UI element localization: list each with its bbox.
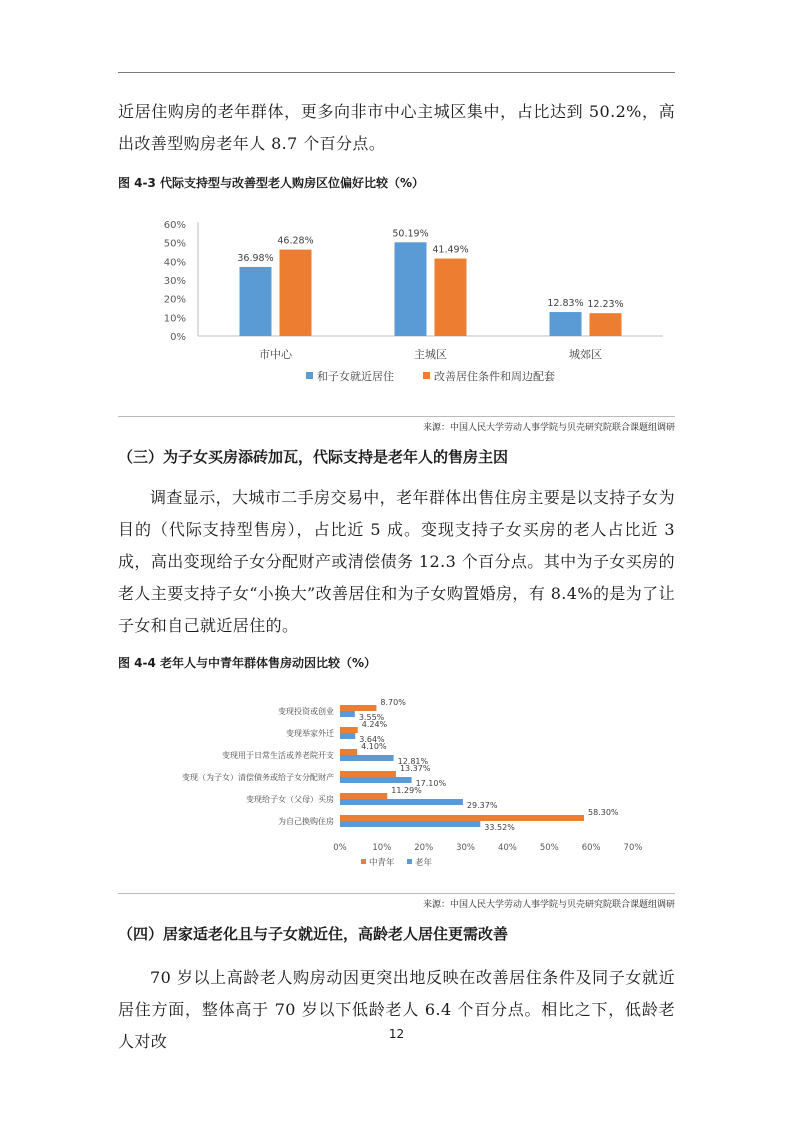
x-tick-label: 40% <box>497 843 517 853</box>
bar-improve-1 <box>435 259 467 336</box>
bar-elderly-0 <box>340 711 355 717</box>
category-label: 变现用于日常生活或养老院开支 <box>222 751 334 760</box>
legend-label: 和子女就近居住 <box>317 370 394 383</box>
category-label: 变现（为子女）清偿债务或给子女分配财产 <box>182 773 334 782</box>
bar-near-children-1 <box>395 242 427 336</box>
header-rule <box>118 72 675 73</box>
data-label: 3.64% <box>359 735 385 744</box>
data-label: 17.10% <box>415 779 447 788</box>
category-label: 变现投资或创业 <box>278 707 334 716</box>
bar-young-4 <box>340 793 387 799</box>
legend-label: 老年 <box>415 858 433 868</box>
legend-label: 改善居住条件和周边配套 <box>434 370 555 383</box>
category-label: 城郊区 <box>569 348 602 361</box>
bar-young-5 <box>340 815 584 821</box>
bar-improve-0 <box>280 250 312 336</box>
data-label: 12.83% <box>547 298 584 310</box>
category-label: 变现举家外迁 <box>286 729 334 738</box>
data-label: 29.37% <box>466 801 498 810</box>
bar-young-0 <box>340 705 376 711</box>
y-tick-label: 30% <box>163 276 186 287</box>
paragraph-1: 近居住购房的老年群体，更多向非市中心主城区集中，占比达到 50.2%，高出改善型购房老年人 8.7 个百分点。 <box>118 102 675 153</box>
category-label: 主城区 <box>414 348 447 361</box>
data-label: 13.37% <box>399 764 431 773</box>
bar-improve-2 <box>590 313 622 336</box>
paragraph-2: 调查显示，大城市二手房交易中，老年群体出售住房主要是以支持子女为目的（代际支持型售房），占比近 5 成。变现支持子女买房的老人占比近 3 成，高出变现给子女分配财产或清偿债务 12.3 个百分点。其中为子女买房的老人主要支持子女“小换大”改善居住和为子女购置婚房，有 8.4%的是为了让子女和自己就近居住的。 <box>118 488 675 635</box>
x-tick-label: 10% <box>372 843 392 853</box>
data-label: 12.23% <box>587 299 624 311</box>
data-label: 3.55% <box>358 713 385 722</box>
data-label: 33.52% <box>484 823 515 832</box>
y-tick-label: 60% <box>163 220 186 231</box>
bar-elderly-1 <box>340 733 355 739</box>
y-tick-label: 0% <box>170 332 186 343</box>
figure-4-3-rule <box>118 416 675 417</box>
data-label: 46.28% <box>277 235 314 247</box>
bar-near-children-0 <box>240 267 272 336</box>
figure-4-4-chart <box>118 690 675 890</box>
data-label: 4.24% <box>361 720 388 729</box>
data-label: 58.30% <box>588 808 619 817</box>
y-tick-label: 50% <box>163 238 186 250</box>
y-tick-label: 20% <box>163 294 186 306</box>
category-label: 为自己换购住房 <box>278 817 334 826</box>
y-tick-label: 40% <box>163 257 186 269</box>
legend-label: 中青年 <box>369 858 395 868</box>
bar-elderly-4 <box>340 799 463 805</box>
y-tick-label: 10% <box>163 313 186 325</box>
section-3-heading: （三）为子女买房添砖加瓦，代际支持是老年人的售房主因 <box>118 448 509 466</box>
legend-swatch-improve <box>423 372 430 379</box>
category-label: 市中心 <box>259 348 292 361</box>
figure-4-4-title: 图 4-4 老年人与中青年群体售房动因比较（%） <box>118 656 377 670</box>
bar-young-1 <box>340 727 358 733</box>
bar-young-3 <box>340 771 396 777</box>
x-tick-label: 50% <box>539 843 559 853</box>
legend-swatch-near-children <box>306 372 313 379</box>
figure-4-4-rule <box>118 893 675 894</box>
data-label: 8.70% <box>380 698 406 707</box>
data-label: 36.98% <box>237 252 274 264</box>
data-label: 50.19% <box>392 228 429 240</box>
x-tick-label: 70% <box>623 843 643 853</box>
bar-near-children-2 <box>550 312 582 336</box>
data-label: 11.29% <box>391 786 422 795</box>
bar-elderly-3 <box>340 777 412 783</box>
page-number: 12 <box>388 1027 405 1041</box>
bar-elderly-5 <box>340 821 480 827</box>
section-4-heading: （四）居家适老化且与子女就近住，高龄老人居住更需改善 <box>118 925 509 943</box>
data-label: 41.49% <box>432 244 469 256</box>
figure-4-3-source: 来源：中国人民大学劳动人事学院与贝壳研究院联合课题组调研 <box>422 423 675 433</box>
legend-swatch-young <box>361 859 366 864</box>
x-tick-label: 20% <box>414 843 434 853</box>
x-tick-label: 30% <box>456 843 476 853</box>
paragraph-3: 70 岁以上高龄老人购房动因更突出地反映在改善居住条件及同子女就近居住方面，整体高于 70 岁以下低龄老人 6.4 个百分点。相比之下，低龄老人对改 <box>118 968 675 1051</box>
data-label: 4.10% <box>361 742 387 751</box>
legend-swatch-elderly <box>407 859 412 864</box>
x-tick-label: 0% <box>333 843 347 853</box>
figure-4-3-title: 图 4-3 代际支持型与改善型老人购房区位偏好比较（%） <box>118 176 425 190</box>
bar-young-2 <box>340 749 357 755</box>
x-tick-label: 60% <box>581 843 601 853</box>
figure-4-4-source: 来源：中国人民大学劳动人事学院与贝壳研究院联合课题组调研 <box>422 900 675 910</box>
bar-elderly-2 <box>340 755 394 761</box>
data-label: 12.81% <box>397 757 429 766</box>
figure-4-3-chart <box>118 204 675 414</box>
category-label: 变现给子女（父母）买房 <box>246 795 334 804</box>
